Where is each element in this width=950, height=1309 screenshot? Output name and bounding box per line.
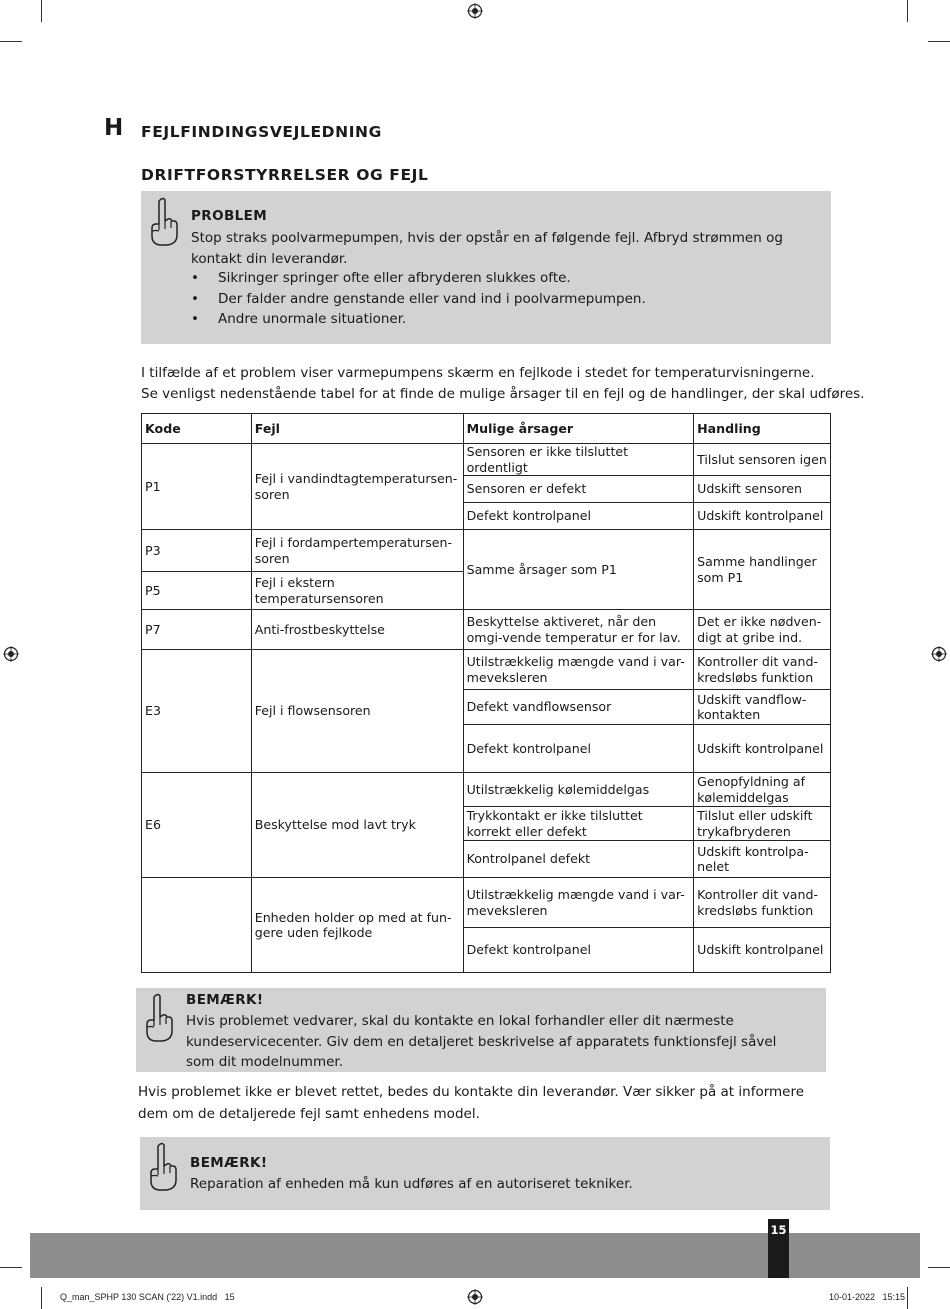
header-causes: Mulige årsager: [463, 414, 694, 444]
cause-cell: Defekt kontrolpanel: [463, 928, 694, 973]
note-1-heading: BEMÆRK!: [186, 992, 264, 1008]
fault-cell: Beskyttelse mod lavt tryk: [251, 773, 463, 878]
action-cell: Tilslut eller udskift trykafbryderen: [694, 807, 831, 841]
table-header-row: [142, 414, 831, 444]
table-row: [142, 878, 831, 928]
section-title: FEJLFINDINGSVEJLEDNING: [141, 123, 382, 141]
action-cell: Udskift sensoren: [694, 476, 831, 503]
cause-cell: Samme årsager som P1: [463, 530, 694, 610]
crop-mark: [907, 0, 908, 22]
code-cell: P5: [142, 572, 252, 610]
code-cell: [142, 878, 252, 973]
page-number: 15: [768, 1219, 789, 1278]
cause-cell: Sensoren er ikke tilsluttet ordentligt: [463, 444, 694, 476]
problem-heading: PROBLEM: [191, 208, 268, 224]
crop-mark: [0, 41, 22, 42]
action-cell: Udskift kontrolpanel: [694, 928, 831, 973]
problem-box: [141, 191, 831, 344]
registration-mark-icon: [931, 646, 947, 662]
note-box-2: [140, 1137, 830, 1210]
cause-cell: Utilstrækkelig mængde vand i var-meveksleren: [463, 650, 694, 690]
list-item: • Sikringer springer ofte eller afbryderen slukkes ofte.: [191, 268, 821, 289]
header-action: Handling: [694, 414, 831, 444]
cause-cell: Kontrolpanel defekt: [463, 841, 694, 878]
header-fault: Fejl: [251, 414, 463, 444]
pointing-hand-icon: [145, 1142, 179, 1192]
crop-mark: [41, 1287, 42, 1309]
file-slug: Q_man_SPHP 130 SCAN ('22) V1.indd 15: [60, 1292, 235, 1302]
list-item: • Andre unormale situationer.: [191, 309, 821, 330]
list-item: • Der falder andre genstande eller vand ind i poolvarmepumpen.: [191, 289, 821, 310]
pointing-hand-icon: [141, 993, 175, 1043]
table-row: [142, 444, 831, 476]
header-code: Kode: [142, 414, 252, 444]
fault-cell: Enheden holder op med at fun-gere uden fejlkode: [251, 878, 463, 973]
cause-cell: Defekt vandflowsensor: [463, 690, 694, 725]
table-row: [142, 650, 831, 690]
fault-cell: Fejl i ekstern temperatursensoren: [251, 572, 463, 610]
problem-bullet-list: [191, 268, 821, 330]
code-cell: E6: [142, 773, 252, 878]
cause-cell: Trykkontakt er ikke tilsluttet korrekt eller defekt: [463, 807, 694, 841]
fault-cell: Fejl i vandindtagtemperatursen-soren: [251, 444, 463, 530]
fault-cell: Anti-frostbeskyttelse: [251, 610, 463, 650]
code-cell: P1: [142, 444, 252, 530]
fault-table: [141, 413, 831, 973]
after-note-paragraph: Hvis problemet ikke er blevet rettet, bedes du kontakte din leverandør. Vær sikker på at informere dem om de detaljerede fejl samt enhedens model.: [138, 1084, 805, 1122]
crop-mark: [928, 1267, 950, 1268]
cause-cell: Defekt kontrolpanel: [463, 503, 694, 530]
note-2-heading: BEMÆRK!: [190, 1155, 268, 1171]
date-slug: 10-01-2022 15:15: [829, 1292, 906, 1302]
cause-cell: Utilstrækkelig kølemiddelgas: [463, 773, 694, 807]
cause-cell: Beskyttelse aktiveret, når den omgi-vende temperatur er for lav.: [463, 610, 694, 650]
intro-line-2: Se venligst nedenstående tabel for at finde de mulige årsager til en fejl og de handlinger, der skal udføres.: [141, 386, 865, 402]
problem-text: Stop straks poolvarmepumpen, hvis der opstår en af følgende fejl. Afbryd strømmen og kontakt din leverandør.: [191, 230, 783, 267]
cause-cell: Utilstrækkelig mængde vand i var-meveksleren: [463, 878, 694, 928]
code-cell: P3: [142, 530, 252, 572]
table-row: [142, 530, 831, 572]
action-cell: Det er ikke nødven-digt at gribe ind.: [694, 610, 831, 650]
fault-cell: Fejl i flowsensoren: [251, 650, 463, 773]
crop-mark: [41, 0, 42, 22]
action-cell: Udskift kontrolpa-nelet: [694, 841, 831, 878]
code-cell: P7: [142, 610, 252, 650]
crop-mark: [0, 1267, 22, 1268]
subsection-title: DRIFTFORSTYRRELSER OG FEJL: [141, 166, 429, 184]
note-2-text: Reparation af enheden må kun udføres af en autoriseret tekniker.: [190, 1176, 633, 1192]
pointing-hand-icon: [146, 197, 180, 247]
crop-mark: [907, 1287, 908, 1309]
section-letter: H: [104, 115, 124, 141]
registration-mark-icon: [467, 3, 483, 19]
crop-mark: [928, 41, 950, 42]
code-cell: E3: [142, 650, 252, 773]
registration-mark-icon: [3, 646, 19, 662]
intro-line-1: I tilfælde af et problem viser varmepumpens skærm en fejlkode i stedet for temperaturvisningerne.: [141, 365, 815, 381]
action-cell: Tilslut sensoren igen: [694, 444, 831, 476]
table-row: [142, 610, 831, 650]
action-cell: Udskift vandflow-kontakten: [694, 690, 831, 725]
action-cell: Udskift kontrolpanel: [694, 503, 831, 530]
action-cell: Genopfyldning af kølemiddelgas: [694, 773, 831, 807]
registration-mark-icon: [467, 1289, 483, 1305]
action-cell: Kontroller dit vand-kredsløbs funktion: [694, 650, 831, 690]
cause-cell: Defekt kontrolpanel: [463, 725, 694, 773]
table-row: [142, 773, 831, 807]
action-cell: Udskift kontrolpanel: [694, 725, 831, 773]
note-box-1: [136, 988, 826, 1072]
action-cell: Kontroller dit vand-kredsløbs funktion: [694, 878, 831, 928]
fault-cell: Fejl i fordampertemperatursen-soren: [251, 530, 463, 572]
action-cell: Samme handlinger som P1: [694, 530, 831, 610]
cause-cell: Sensoren er defekt: [463, 476, 694, 503]
note-1-text: Hvis problemet vedvarer, skal du kontakte en lokal forhandler eller dit nærmeste kundeservicecenter. Giv dem en detaljeret beskrivelse af apparatets funktionsfejl såvel som dit modelnummer.: [186, 1013, 777, 1070]
